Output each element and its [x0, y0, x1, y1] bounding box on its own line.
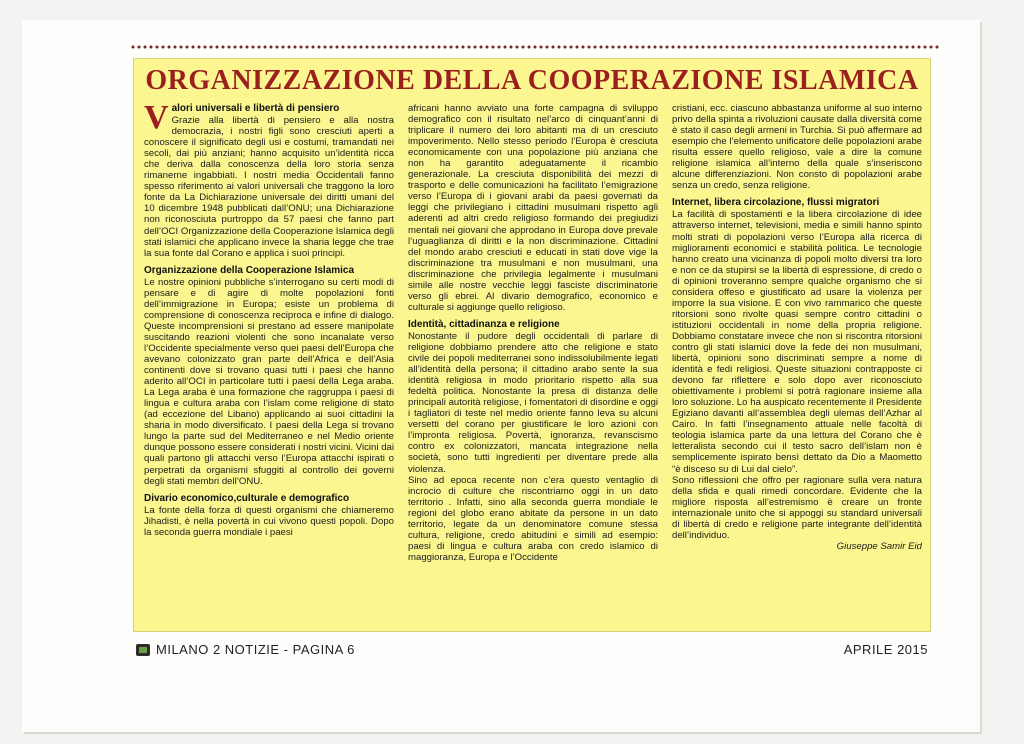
column-2	[408, 103, 658, 625]
dotted-divider	[130, 44, 940, 50]
section-heading-values	[144, 103, 394, 136]
author-signature: Giuseppe Samir Eid	[836, 540, 922, 552]
publication-label: MILANO 2 NOTIZIE - PAGINA 6	[156, 642, 355, 657]
column-3	[672, 103, 922, 625]
publication-logo-icon	[136, 644, 150, 656]
section-heading-oci: Organizzazione della Cooperazione Islamica	[144, 264, 355, 276]
article-panel	[133, 58, 931, 632]
paragraph: africani hanno avviato una forte campagna di sviluppo demografico con il risultato nel’arco di cinquant’anni di triplicare il numero dei loro abitanti ma di un cresciuto impoverimento. Nello stesso periodo l’Europa è cresciuta economicamente con una popolazione più anziana che non ha garantito adeguatamente il ricambio generazionale. La cresciuta disponibilità dei mezzi di trasporto e delle comunicazioni ha facilitato l’emigrazione verso l’Europa di i giovani arabi da paesi governati da leggi che privilegiano i cittadini musulmani rispetto agli aderenti ad altri credo religioso formando dei pregiudizi mentali nei giovani che approdano in Europa dove prevale l’uguaglianza di diritti e la non discriminazione. Cittadini del mondo arabo cresciuti e educati in stati dove vige la discriminazione tra musulmani e non musulmani, una discriminazione che privilegia legalmente i musulmani simile alle nostre vecchie leggi fasciste discriminatorie verso gli ebrei. Al divario demografico, economico e culturale si aggiunge quello religioso.	[408, 103, 658, 313]
paragraph: La facilità di spostamenti e la libera circolazione di idee attraverso internet, televisioni, media e simili hanno spinto molti strati di popolazioni verso l’Europa alla ricerca di miglioramenti economici e stabilità politica. Le tecnologie hanno creato una vicinanza di popoli molto diversi tra loro e non ce da stupirsi se la libertà di espressione, di credo o di opinioni troveranno sempre qualche organismo che si considera offeso e giustificato ad usare la violenza per imporre la sua visione. E con vivo rammarico che queste ritorsioni sono rivolte quasi sempre contro cittadini o istituzioni occidentali in nome della propria religione. Dobbiamo constatare invece che non si riscontra ritorsioni contro gli stati islamici dove la fede dei non musulmani, libertà, opinioni sono discriminati sempre a nome di identità e fedi religiosi. Queste situazioni contrapposte ci devono far riflettere e solo dopo aver riconosciuto obiettivamente i problemi si potrà ragionare insieme alla loro soluzione. Lo ha auspicato recentemente il Presidente Egiziano davanti all’assemblea degli ulemas dell’Azhar al Cairo. In fatti l’insegnamento attuale nelle facoltà di teologia islamica parte da una lettura del Corano che è letteralista secondo cui il testo sacro dell’islam non è semplicemente ispirato bensì dettato da Dio a Maometto “è disceso su di Lui dal cielo”.	[672, 209, 922, 475]
paragraph: Nonostante il pudore degli occidentali di parlare di religione dobbiamo prendere atto che religione e stato civile dei popoli mediterranei sono indissolubilmente legati all’identità della persona; il cittadino arabo sente la sua identità religiosa in modo prioritario rispetto alla sua fedeltà politica. Nonostante la presa di distanza delle principali autorità religiose, i fomentatori di disordine e oggi i tagliatori di teste nel medio oriente fanno leva su alcuni versetti del corano per giustificare le loro azioni con l’impronta religiosa. Povertà, ignoranza, revanscismo contro ex colonizzatori, mancata integrazione nella società, sono tutti ingredienti per diventare prede alla violenza.	[408, 330, 658, 475]
paragraph: cristiani, ecc. ciascuno abbastanza uniforme al suo interno privo della spinta a rivoluzioni causate dalla diversità come è stato il caso degli armeni in Turchia. Si può affermare ad esempio che l’elemento unificatore delle popolazioni arabe risulta essere quello religioso, vale a dire la comune religione islamica all’interno della quale s’inseriscono alcune differenziazioni. Non consto di popolazioni arabe senza un credo, senza religione.	[672, 103, 922, 192]
section-heading-identity: Identità, cittadinanza e religione	[408, 318, 560, 330]
drop-cap: V	[144, 103, 169, 136]
article-columns	[144, 103, 922, 625]
section-heading-text: alori universali e libertà di pensiero	[171, 103, 340, 114]
paragraph: Grazie alla libertà di pensiero e alla nostra democrazia, i nostri figli sono cresciuti aperti a conoscere il significato degli usi e costumi, tramandati nei secoli, dai più anziani; hanno acquisito un’identità ricca che deriva dalla conoscenza della loro storia senza rimanerne ingabbiati. I nostri media Occidentali fanno spesso riferimento ai valori universali che traggono la loro fonte da La Dichiarazione universale dei diritti umani del 10 dicembre 1948 pubblicati dall’ONU; una Dichiarazione non riconosciuta purtroppo da 57 paesi che fanno part dell’OCI Organizzazione della Cooperazione Islamica degli stati islamici che applicano invece la sharia legge che trae la sua fonte dal Corano e applica i suoi principi.	[144, 115, 394, 259]
paragraph: Sino ad epoca recente non c’era questo ventaglio di incrocio di culture che riscontriamo oggi in un dato territorio . Infatti, sino alla seconda guerra mondiale le regioni del globo erano abitate da persone in un dato territorio, legate da un denominatore comune stessa cultura, religione, credo abitudini e simili ad esempio: paesi di lingua e cultura araba con credo islamico di maggioranza, Europa e l’Occidente	[408, 474, 658, 563]
footer-publication	[136, 642, 355, 657]
paragraph: Sono riflessioni che offro per ragionare sulla vera natura della sfida e quali rimedi concordare. Evidente che la migliore risposta all’estremismo è creare un fronte internazionale unito che si appoggi su standard universali di libertà di credo e religione parte integrante dell’identità dell’individuo.	[672, 474, 922, 541]
section-heading-divide: Divario economico,culturale e demografico	[144, 492, 350, 504]
article-title: ORGANIZZAZIONE DELLA COOPERAZIONE ISLAMICA	[145, 65, 919, 96]
section-heading-internet: Internet, libera circolazione, flussi migratori	[672, 197, 880, 209]
column-1	[144, 103, 394, 625]
paragraph: Le nostre opinioni pubbliche s’interrogano su certi modi di pensare e di agire di molte popolazioni fonti dell’immigrazione in Europa; esiste un problema di comprensione di conoscenza reciproca e infine di dialogo. Queste incomprensioni si prestano ad essere manipolate suscitando reazioni violenti che sono incanalate verso l’Occidente specialmente verso quei paesi dell’Europa che avevano colonizzato gran parte dell’Africa e dell’Asia continenti dove si trovano quasi tutti i paesi che hanno aderito all’OCI in particolare tutti i paesi della Lega araba. La Lega araba è una formazione che raggruppa i paesi di lingua e cultura araba con l’islam come religione di stato (ad eccezione del Libano) applicando ai suoi cittadini la sharia in modo diversificato. I paesi della Lega si trovano lungo la parte sud del Mediterraneo e nel Medio oriente dunque possono essere considerati i nostri vicini. Vicini dai quali partono gli attacchi verso l’Europa attacchi ispirati o perpetrati da organismi sfuggiti al controllo dei governi degli stati membri dell’ONU.	[144, 276, 394, 487]
footer-date: APRILE 2015	[843, 642, 928, 657]
paragraph: La fonte della forza di questi organismi che chiameremo Jihadisti, è nella povertà in cui vivono questi popoli. Dopo la seconda guerra mondiale i paesi	[144, 504, 394, 538]
